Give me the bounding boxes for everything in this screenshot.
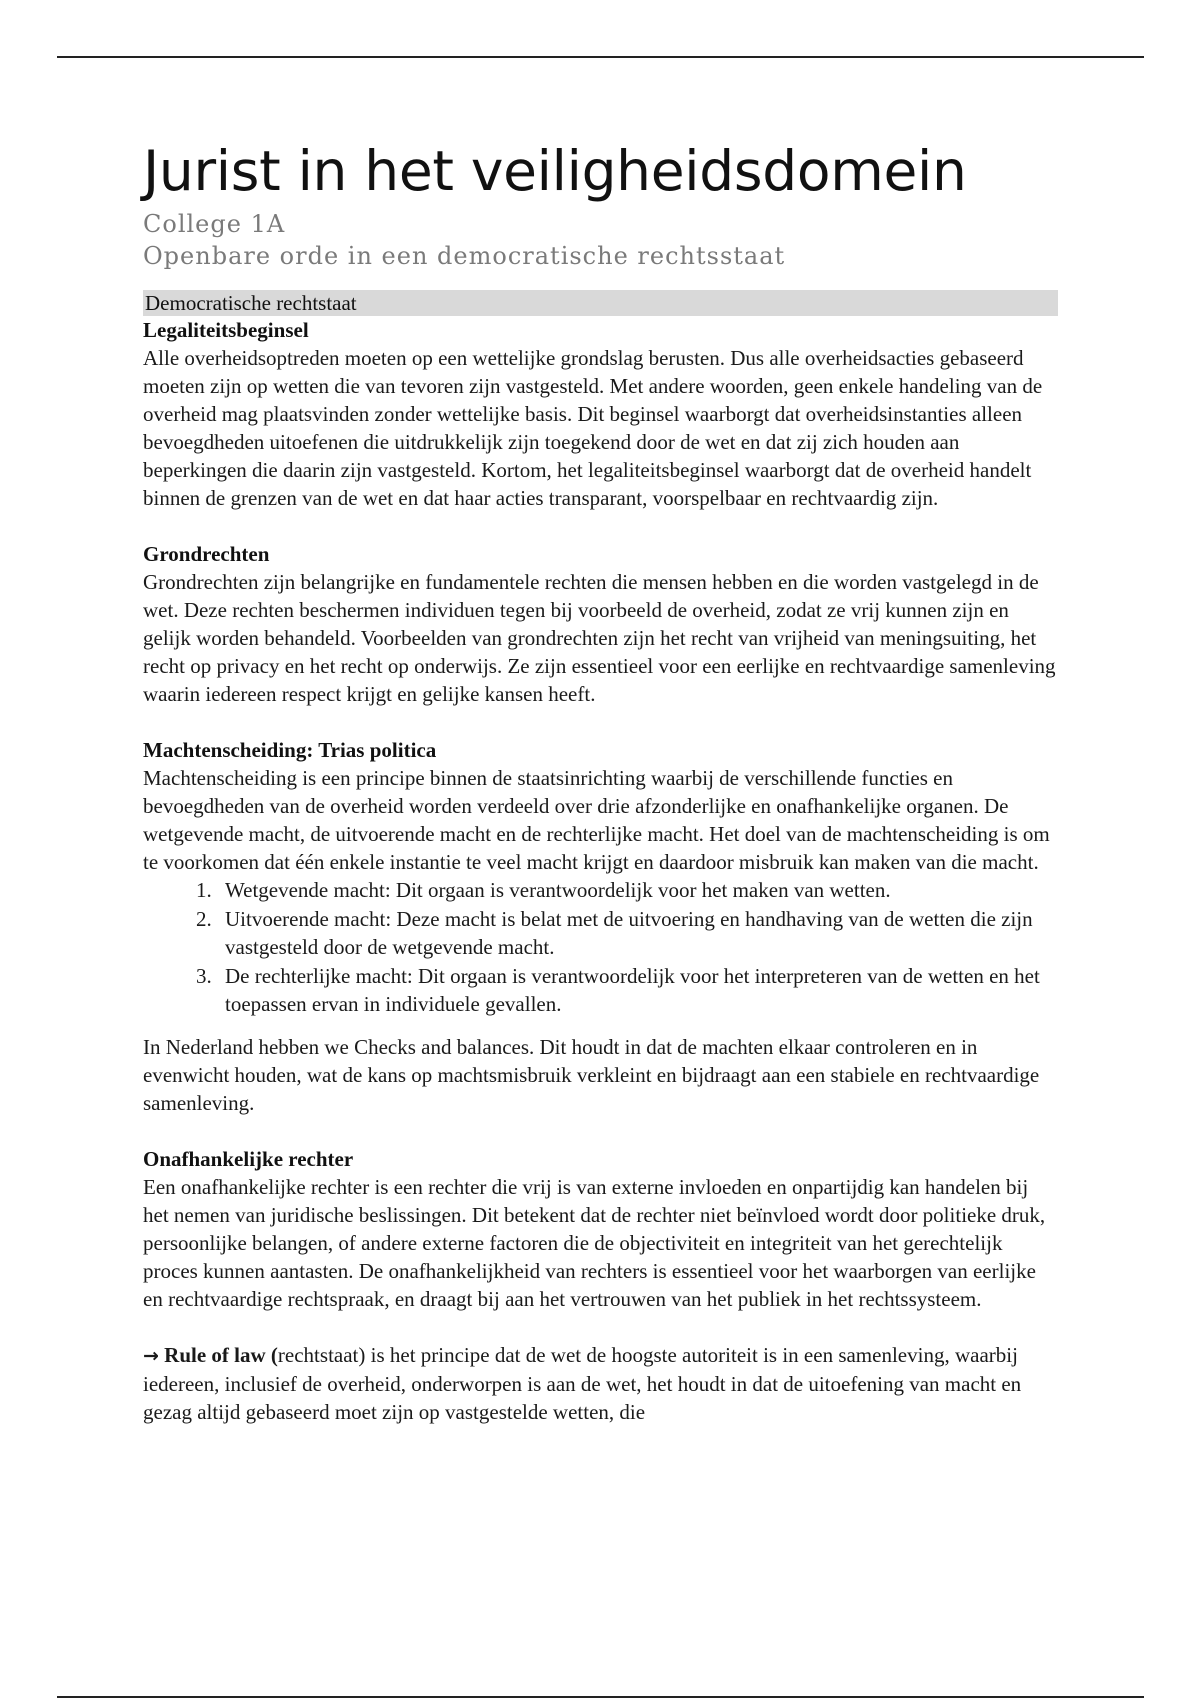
heading-onafhankelijke-rechter: Onafhankelijke rechter bbox=[143, 1147, 354, 1171]
paragraph-legaliteitsbeginsel: Alle overheidsoptreden moeten op een wettelijke grondslag berusten. Dus alle overheidsacties gebaseerd moeten zijn op wetten die van tevoren zijn vastgesteld. Met andere woorden, geen enkele handeling van de overheid mag plaatsvinden zonder wettelijke basis. Dit beginsel waarborgt dat overheidsinstanties alleen bevoegdheden uitoefenen die uitdrukkelijk zijn toegekend door de wet en dat zij zich houden aan beperkingen die daarin zijn vastgesteld. Kortom, het legaliteitsbeginsel waarborgt dat de overheid handelt binnen de grenzen van de wet en dat haar acties transparant, voorspelbaar en rechtvaardig zijn. bbox=[143, 346, 1043, 510]
text-rule-of-law: rechtstaat) is het principe dat de wet de hoogste autoriteit is in een samenleving, waarbij iedereen, inclusief de overheid, onderworpen is aan de wet, het houdt in dat de uitoefening van macht en gezag altijd gebaseerd moet zijn op vastgestelde wetten, die bbox=[143, 1343, 1022, 1424]
section-grondrechten bbox=[143, 540, 1058, 708]
paragraph-grondrechten: Grondrechten zijn belangrijke en fundamentele rechten die mensen hebben en die worden vastgelegd in de wet. Deze rechten beschermen individuen tegen bij voorbeeld de overheid, zodat ze vrij kunnen zijn en gelijk worden behandeld. Voorbeelden van grondrechten zijn het recht van vrijheid van meningsuiting, het recht op privacy en het recht op onderwijs. Ze zijn essentieel voor een eerlijke en rechtvaardige samenleving waarin iedereen respect krijgt en gelijke kansen heeft. bbox=[143, 570, 1056, 706]
document-subtitle-course: College 1A bbox=[143, 210, 286, 238]
paragraph-trias-politica: Machtenscheiding is een principe binnen de staatsinrichting waarbij de verschillende functies en bevoegdheden van de overheid worden verdeeld over drie afzonderlijke en onafhankelijke organen. De wetgevende macht, de uitvoerende macht en de rechterlijke macht. Het doel van de machtenscheiding is om te voorkomen dat één enkele instantie te veel macht krijgt en daardoor misbruik kan maken van die macht. bbox=[143, 766, 1050, 874]
top-rule bbox=[57, 56, 1144, 58]
arrow-right-icon: → bbox=[143, 1345, 159, 1367]
paragraph-onafhankelijke-rechter: Een onafhankelijke rechter is een rechter die vrij is van externe invloeden en onpartijdig kan handelen bij het nemen van juridische beslissingen. Dit betekent dat de rechter niet beïnvloed wordt door politieke druk, persoonlijke belangen, of andere externe factoren die de objectiviteit en integriteit van het gerechtelijk proces kunnen aantasten. De onafhankelijkheid van rechters is essentieel voor het waarborgen van eerlijke en rechtvaardige rechtspraak, en draagt bij aan het vertrouwen van het publiek in het rechtssysteem. bbox=[143, 1175, 1046, 1311]
document-page bbox=[143, 138, 1058, 1426]
section-heading: Democratische rechtstaat bbox=[143, 290, 1058, 316]
section-legaliteitsbeginsel bbox=[143, 316, 1058, 512]
bottom-rule bbox=[57, 1696, 1144, 1698]
term-rule-of-law: Rule of law ( bbox=[164, 1343, 278, 1367]
list-item-uitvoerend: 2. Uitvoerende macht: Deze macht is belat met de uitvoering en handhaving van de wetten die zijn vastgesteld door de wetgevende macht. bbox=[217, 905, 1058, 961]
document-title: Jurist in het veiligheidsdomein bbox=[143, 139, 967, 203]
section-onafhankelijke-rechter bbox=[143, 1145, 1058, 1313]
paragraph-rule-of-law bbox=[143, 1341, 1058, 1426]
heading-trias-politica: Machtenscheiding: Trias politica bbox=[143, 738, 437, 762]
section-trias-politica bbox=[143, 736, 1058, 1117]
list-powers bbox=[143, 876, 1058, 1018]
list-item-wetgevend: 1. Wetgevende macht: Dit orgaan is verantwoordelijk voor het maken van wetten. bbox=[217, 876, 1058, 904]
document-subtitle-topic: Openbare orde in een democratische rechtsstaat bbox=[143, 242, 786, 270]
list-item-rechterlijk: 3. De rechterlijke macht: Dit orgaan is verantwoordelijk voor het interpreteren van de wetten en het toepassen ervan in individuele gevallen. bbox=[217, 962, 1058, 1018]
heading-grondrechten: Grondrechten bbox=[143, 542, 270, 566]
heading-legaliteitsbeginsel: Legaliteitsbeginsel bbox=[143, 318, 309, 342]
paragraph-checks-and-balances: In Nederland hebben we Checks and balances. Dit houdt in dat de machten elkaar controleren en in evenwicht houden, wat de kans op machtsmisbruik verkleint en bijdraagt aan een stabiele en rechtvaardige samenleving. bbox=[143, 1035, 1040, 1115]
